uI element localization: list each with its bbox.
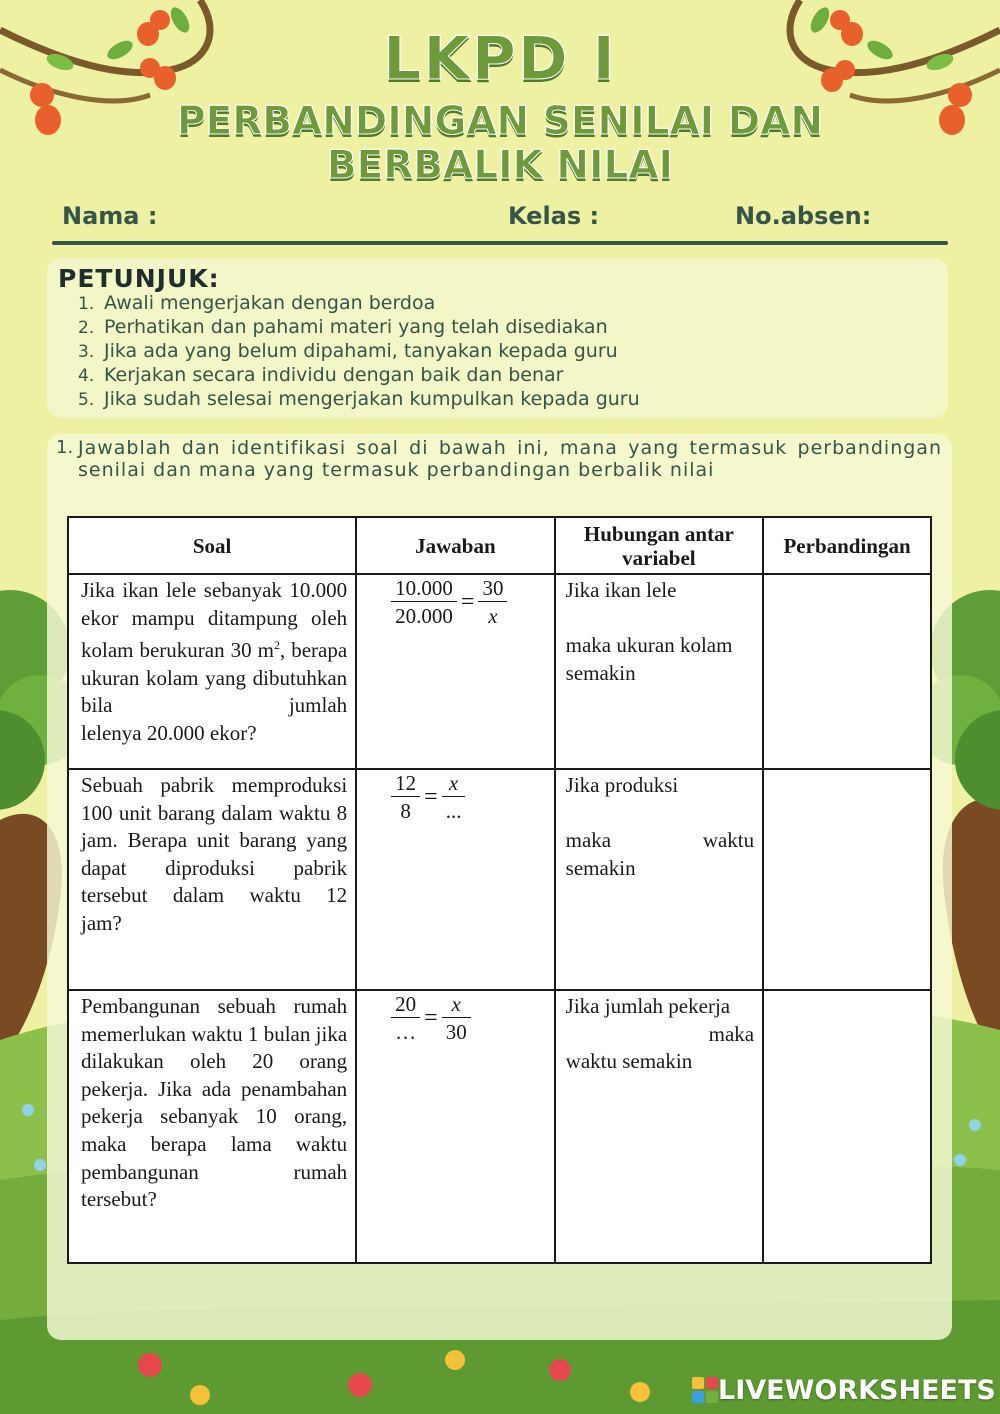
soal-cell: Sebuah pabrik memproduksi 100 unit barang dalam waktu 8 jam. Berapa unit barang yang dapat diproduksi pabrik tersebut dalam waktu 12 jam?: [68, 769, 356, 990]
table-row: [68, 574, 931, 769]
perbandingan-answer-cell[interactable]: [763, 990, 931, 1263]
instruction-item: 2. Perhatikan dan pahami materi yang telah disediakan: [78, 316, 608, 338]
worksheet-subtitle: [0, 100, 1000, 188]
instructions-heading: PETUNJUK:: [58, 264, 220, 293]
hubungan-cell: Jika ikan lele maka ukuran kolam semakin: [555, 574, 763, 769]
fraction-right: $\frac{x}{...}$: [442, 770, 466, 825]
fraction-right: $\frac{x}{30}$: [442, 991, 471, 1046]
jawaban-cell: $\frac{20}{\dots}$ = $\frac{x}{30}$: [356, 990, 554, 1263]
question-number: 1.: [56, 437, 74, 458]
table-row: [68, 769, 931, 990]
absen-label: No.absen:: [735, 202, 872, 230]
worksheet-table: [67, 516, 932, 1264]
fraction-left: $\frac{20}{\dots}$: [391, 991, 420, 1046]
header-hubungan: Hubungan antar variabel: [555, 517, 763, 574]
subtitle-line-2: BERBALIK NILAI: [326, 143, 674, 188]
header-perbandingan: Perbandingan: [763, 517, 931, 574]
header-soal: Soal: [68, 517, 356, 574]
question-text: Jawablah dan identifikasi soal di bawah ini, mana yang termasuk perbandingan senilai dan mana yang termasuk perbandingan berbalik nilai: [78, 437, 942, 481]
soal-cell: Pembangunan sebuah rumah memerlukan waktu 1 bulan jika dilakukan oleh 20 orang pekerja. Jika ada penambahan pekerja sebanyak 10 orang, maka berapa lama waktu pembangunan rumah tersebut?: [68, 990, 356, 1263]
fraction-left: $\frac{12}{8}$: [391, 770, 420, 825]
liveworksheets-logo: LIVEWORKSHEETS: [692, 1375, 996, 1405]
identity-divider: [52, 241, 948, 245]
jawaban-cell: $\frac{12}{8}$ = $\frac{x}{...}$: [356, 769, 554, 990]
name-label: Nama :: [62, 202, 158, 230]
instruction-item: 4. Kerjakan secara individu dengan baik dan benar: [78, 364, 564, 386]
instructions-list: [78, 292, 640, 412]
instruction-item: 1. Awali mengerjakan dengan berdoa: [78, 292, 436, 314]
hubungan-cell: Jika jumlah pekerja maka waktu semakin: [555, 990, 763, 1263]
header-jawaban: Jawaban: [356, 517, 554, 574]
table-header-row: [68, 517, 931, 574]
jawaban-cell: $\frac{10.000}{20.000}$ = $\frac{30}{x}$: [356, 574, 554, 769]
fraction-right: $\frac{30}{x}$: [478, 575, 507, 630]
hubungan-cell: Jika produksi maka waktu semakin: [555, 769, 763, 990]
table-row: [68, 990, 931, 1263]
worksheet-title: LKPD I: [383, 24, 617, 94]
perbandingan-answer-cell[interactable]: [763, 574, 931, 769]
instruction-item: 3. Jika ada yang belum dipahami, tanyakan kepada guru: [78, 340, 618, 362]
instruction-item: 5. Jika sudah selesai mengerjakan kumpulkan kepada guru: [78, 388, 640, 410]
perbandingan-answer-cell[interactable]: [763, 769, 931, 990]
class-label: Kelas :: [508, 202, 600, 230]
logo-grid-icon: [692, 1377, 718, 1403]
soal-cell: Jika ikan lele sebanyak 10.000 ekor mampu ditampung oleh kolam berukuran 30 $m^2$, berapa ukuran kolam yang dibutuhkan bila jumlah lelenya 20.000 ekor?: [68, 574, 356, 769]
fraction-left: $\frac{10.000}{20.000}$: [391, 575, 457, 630]
subtitle-line-1: PERBANDINGAN SENILAI DAN: [177, 99, 823, 144]
